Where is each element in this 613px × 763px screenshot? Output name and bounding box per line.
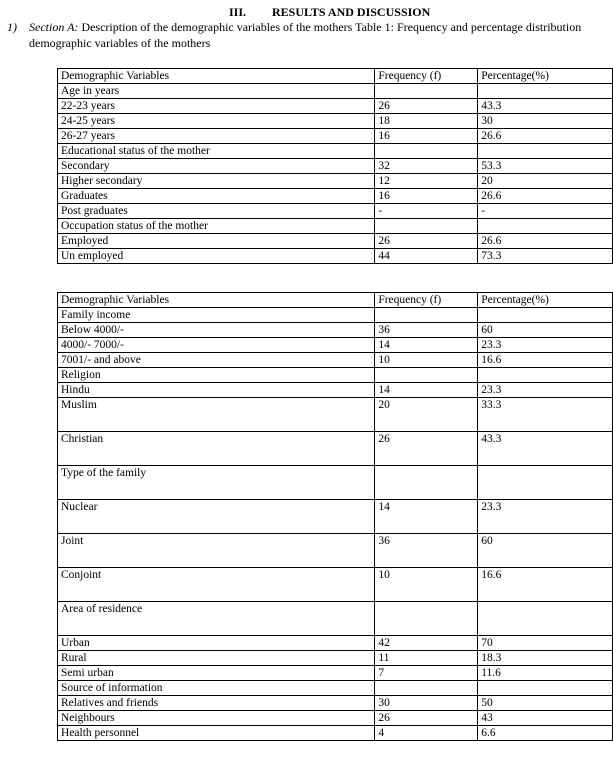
table-row	[58, 398, 613, 432]
table-row	[58, 159, 613, 174]
table-row	[58, 249, 613, 264]
variable-cell: Hindu	[58, 383, 375, 398]
frequency-cell: 12	[375, 174, 478, 189]
percentage-cell: 30	[478, 114, 613, 129]
variable-cell: Educational status of the mother	[58, 144, 375, 159]
percentage-cell: 60	[478, 323, 613, 338]
header-cell: Percentage(%)	[478, 69, 613, 84]
table-row	[58, 681, 613, 696]
table-row	[58, 368, 613, 383]
table-row	[58, 353, 613, 368]
percentage-cell	[478, 368, 613, 383]
section-title: RESULTS AND DISCUSSION	[272, 5, 431, 19]
frequency-cell: 16	[375, 189, 478, 204]
frequency-cell: 16	[375, 129, 478, 144]
percentage-cell: 16.6	[478, 568, 613, 602]
table-row	[58, 466, 613, 500]
table-row	[58, 711, 613, 726]
percentage-cell: 73.3	[478, 249, 613, 264]
frequency-cell: 42	[375, 636, 478, 651]
frequency-cell: 36	[375, 323, 478, 338]
table-row	[58, 534, 613, 568]
variable-cell: Relatives and friends	[58, 696, 375, 711]
frequency-cell: 30	[375, 696, 478, 711]
frequency-cell: -	[375, 204, 478, 219]
frequency-cell	[375, 368, 478, 383]
variable-cell: Muslim	[58, 398, 375, 432]
percentage-cell: 60	[478, 534, 613, 568]
frequency-cell: 36	[375, 534, 478, 568]
variable-cell: Religion	[58, 368, 375, 383]
frequency-cell	[375, 84, 478, 99]
variable-cell: Below 4000/-	[58, 323, 375, 338]
variable-cell: Nuclear	[58, 500, 375, 534]
table-row	[58, 84, 613, 99]
table-row	[58, 666, 613, 681]
table-header-row	[58, 69, 613, 84]
intro-paragraph	[7, 19, 611, 51]
variable-cell: Neighbours	[58, 711, 375, 726]
percentage-cell	[478, 681, 613, 696]
table-row	[58, 234, 613, 249]
frequency-cell: 26	[375, 99, 478, 114]
percentage-cell	[478, 84, 613, 99]
header-cell: Percentage(%)	[478, 293, 613, 308]
percentage-cell: 16.6	[478, 353, 613, 368]
variable-cell: Graduates	[58, 189, 375, 204]
table-row	[58, 144, 613, 159]
percentage-cell: -	[478, 204, 613, 219]
header-cell: Demographic Variables	[58, 293, 375, 308]
percentage-cell: 70	[478, 636, 613, 651]
table-row	[58, 338, 613, 353]
variable-cell: Family income	[58, 308, 375, 323]
frequency-cell: 14	[375, 338, 478, 353]
demographics-table-2	[57, 292, 613, 741]
section-heading	[0, 5, 613, 19]
frequency-cell	[375, 308, 478, 323]
intro-line-2: demographic variables of the mothers	[29, 36, 211, 50]
table-row	[58, 383, 613, 398]
variable-cell: Christian	[58, 432, 375, 466]
demographics-table-1	[57, 68, 613, 264]
variable-cell: Conjoint	[58, 568, 375, 602]
variable-cell: 7001/- and above	[58, 353, 375, 368]
variable-cell: Secondary	[58, 159, 375, 174]
percentage-cell: 43.3	[478, 99, 613, 114]
table-row	[58, 114, 613, 129]
frequency-cell	[375, 144, 478, 159]
table-row	[58, 129, 613, 144]
intro-line-1	[7, 19, 611, 35]
variable-cell: Semi urban	[58, 666, 375, 681]
section-number: III.	[229, 5, 247, 19]
variable-cell: Source of information	[58, 681, 375, 696]
variable-cell: Occupation status of the mother	[58, 219, 375, 234]
percentage-cell: 50	[478, 696, 613, 711]
frequency-cell: 10	[375, 568, 478, 602]
table-row	[58, 323, 613, 338]
variable-cell: Joint	[58, 534, 375, 568]
frequency-cell: 26	[375, 432, 478, 466]
percentage-cell	[478, 144, 613, 159]
variable-cell: 4000/- 7000/-	[58, 338, 375, 353]
table-row	[58, 189, 613, 204]
frequency-cell	[375, 219, 478, 234]
percentage-cell: 43	[478, 711, 613, 726]
frequency-cell: 4	[375, 726, 478, 741]
table-header-row	[58, 293, 613, 308]
frequency-cell: 32	[375, 159, 478, 174]
percentage-cell: 26.6	[478, 234, 613, 249]
frequency-cell: 26	[375, 234, 478, 249]
intro-text: Description of the demographic variables of the mothers Table 1: Frequency and percentage distribution	[81, 20, 582, 34]
list-marker: 1)	[7, 20, 17, 34]
percentage-cell: 23.3	[478, 338, 613, 353]
percentage-cell: 6.6	[478, 726, 613, 741]
percentage-cell	[478, 219, 613, 234]
header-cell: Frequency (f)	[375, 69, 478, 84]
variable-cell: Higher secondary	[58, 174, 375, 189]
table-row	[58, 432, 613, 466]
percentage-cell: 11.6	[478, 666, 613, 681]
variable-cell: Health personnel	[58, 726, 375, 741]
frequency-cell: 10	[375, 353, 478, 368]
table-row	[58, 696, 613, 711]
table-row	[58, 500, 613, 534]
frequency-cell	[375, 681, 478, 696]
frequency-cell: 20	[375, 398, 478, 432]
table-row	[58, 568, 613, 602]
table-row	[58, 219, 613, 234]
frequency-cell	[375, 602, 478, 636]
frequency-cell: 7	[375, 666, 478, 681]
table-row	[58, 636, 613, 651]
percentage-cell: 26.6	[478, 189, 613, 204]
table-row	[58, 602, 613, 636]
variable-cell: 22-23 years	[58, 99, 375, 114]
table-row	[58, 174, 613, 189]
frequency-cell: 11	[375, 651, 478, 666]
table-row	[58, 99, 613, 114]
percentage-cell: 23.3	[478, 383, 613, 398]
variable-cell: Post graduates	[58, 204, 375, 219]
section-label: Section A:	[29, 20, 79, 34]
frequency-cell: 14	[375, 383, 478, 398]
table-row	[58, 726, 613, 741]
table-row	[58, 651, 613, 666]
percentage-cell: 33.3	[478, 398, 613, 432]
percentage-cell	[478, 602, 613, 636]
table-row	[58, 308, 613, 323]
frequency-cell: 18	[375, 114, 478, 129]
variable-cell: 24-25 years	[58, 114, 375, 129]
percentage-cell: 43.3	[478, 432, 613, 466]
variable-cell: 26-27 years	[58, 129, 375, 144]
frequency-cell: 44	[375, 249, 478, 264]
percentage-cell: 53.3	[478, 159, 613, 174]
variable-cell: Urban	[58, 636, 375, 651]
percentage-cell: 23.3	[478, 500, 613, 534]
variable-cell: Area of residence	[58, 602, 375, 636]
variable-cell: Type of the family	[58, 466, 375, 500]
variable-cell: Age in years	[58, 84, 375, 99]
percentage-cell	[478, 308, 613, 323]
header-cell: Frequency (f)	[375, 293, 478, 308]
percentage-cell: 20	[478, 174, 613, 189]
frequency-cell: 26	[375, 711, 478, 726]
percentage-cell: 18.3	[478, 651, 613, 666]
percentage-cell: 26.6	[478, 129, 613, 144]
header-cell: Demographic Variables	[58, 69, 375, 84]
variable-cell: Employed	[58, 234, 375, 249]
frequency-cell: 14	[375, 500, 478, 534]
variable-cell: Un employed	[58, 249, 375, 264]
frequency-cell	[375, 466, 478, 500]
percentage-cell	[478, 466, 613, 500]
variable-cell: Rural	[58, 651, 375, 666]
table-row	[58, 204, 613, 219]
